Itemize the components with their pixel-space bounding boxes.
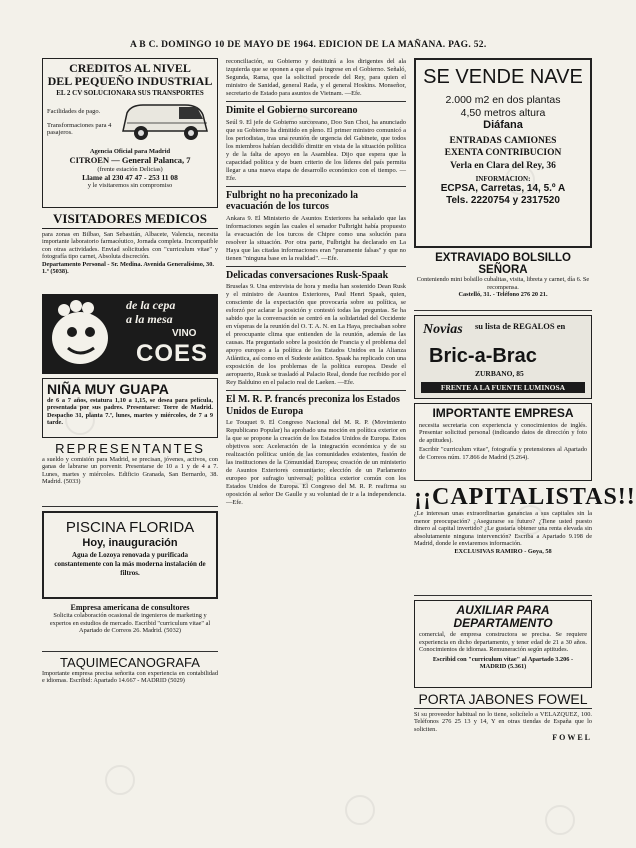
auxiliar-footer: Escribid con "curriculum vitae" al Apartado 3.206 - MADRID (5.361)	[432, 655, 574, 671]
auxiliar-title: AUXILIAR PARA DEPARTAMENTO	[453, 603, 553, 630]
ad-bric-a-brac	[414, 315, 592, 399]
coes-slogan2: a la mesa	[126, 312, 173, 326]
nave-line4: ENTRADAS CAMIONES	[449, 136, 557, 147]
creditos-agency: Agencia Oficial para Madrid	[89, 147, 171, 155]
visitadores-dept: Departamento Personal - Sr. Medina. Avenida Generalísimo, 30. 1.º (5038).	[42, 260, 214, 276]
empresa-text: Solicita colaboración ocasional de ingenieros de marketing y expertos en estudios de mercado. Escribid "curriculum vitae" al Apartado de Correos 26. Madrid. (5032)	[49, 612, 211, 635]
bolsillo-address: Castelló, 31. - Teléfono 276 20 21.	[458, 291, 548, 299]
capitalistas-title: ¡¡CAPITALISTAS!!	[414, 484, 636, 510]
nave-info: INFORMACION:	[475, 174, 531, 183]
importante-extra: Escribir "curriculum vitae", fotografía y pretensiones al Apartado de Correos núm. 17.866 de Madrid (5.264).	[419, 446, 587, 461]
ad-representantes	[42, 442, 218, 507]
representantes-title: REPRESENTANTES	[55, 441, 205, 456]
coes-vino: VINO	[172, 328, 197, 339]
article-body: Seúl 9. El jefe de Gobierno surcoreano, Doo Sun Choi, ha anunciado que su Gobierno ha dimitido en pleno. El primer ministro comunicó a los periodistas, tras una reunión de urgencia del Gabinete, que todos los miembros habían decidido dimitir en vista de la situación política y de la falta de apoyo en la Asamblea. Dijo que espera que la capacidad política y de buen criterio de los líderes del país permita llegar a una nueva etapa de desarrollo económico con el tiempo. —Efe.	[226, 118, 406, 182]
bolsillo-title2: SEÑORA	[478, 264, 528, 277]
coes-slogan1: de la cepa	[126, 298, 176, 312]
ad-nina	[42, 378, 218, 438]
capitalistas-text: ¿Le interesan unas extraordinarias ganancias a sus capitales sin la menor preocupación? ¿Asegurarse su futuro? ¿Tiene usted puesto dinero al capital invertido? ¿Le gustaría obtener una renta elevada sin absolutamente ninguna intervención? Escriba a Apartado 9.198 de Madrid, donde le enviaremos información.	[414, 510, 592, 548]
article-intro: reconciliación, su Gobierno y destituirá a los dirigentes del ala izquierda que se oponen a que el país ingrese en el Gobierno. Señaló, Segunda, Rama, que la solicitud procede del Rey, para quien el ministro de Sanidad, general Rada, y el general Hoskins. Monseñor, secretario de Estado para asuntos de Vietnam. —Efe.	[226, 58, 406, 97]
porta-text: Si su proveedor habitual no lo tiene, solicítelo a VELAZQUEZ, 100. Teléfonos 276 25 13 y 14, Y en otras tiendas de España que lo soliciten.	[414, 710, 592, 733]
nave-line6: Verla en Clara del Rey, 36	[450, 161, 556, 172]
creditos-title1: CREDITOS AL NIVEL	[69, 61, 191, 75]
ad-capitalistas	[414, 484, 636, 596]
ad-taquimecanografa	[42, 656, 218, 716]
ad-se-vende-nave	[414, 58, 592, 248]
nina-title: NIÑA MUY GUAPA	[47, 381, 169, 397]
piscina-text: Agua de Lozoya renovada y purificada constantemente con la más moderna instalación de filtros.	[54, 551, 206, 578]
ad-auxiliar	[414, 600, 592, 688]
auxiliar-text: comercial, de empresa constructora se precisa. Se requiere experiencia en dicho departamento, y tener edad de 21 a 30 años. Conocimientos de idiomas. Remuneración según aptitudes.	[419, 631, 587, 654]
bric-street: ZURBANO, 85	[475, 369, 524, 378]
creditos-visit: y le visitaremos sin compromiso	[87, 182, 173, 190]
empresa-title: Empresa americana de consultores	[70, 603, 190, 612]
bric-fuente: FRENTE A LA FUENTE LUMINOSA	[421, 382, 585, 393]
page-header: A B C. DOMINGO 10 DE MAYO DE 1964. EDICION DE LA MAÑANA. PAG. 52.	[130, 40, 487, 50]
nave-line5: EXENTA CONTRIBUCION	[444, 147, 562, 158]
nave-line7: ECPSA, Carretas, 14, 5.º A	[440, 182, 566, 194]
nave-line2: 4,50 metros altura	[460, 106, 546, 119]
nave-line3: Diáfana	[483, 119, 523, 132]
porta-title: PORTA JABONES FOWEL	[414, 692, 592, 709]
divider	[226, 266, 406, 267]
creditos-title3: EL 2 CV SOLUCIONARA SUS TRANSPORTES	[56, 89, 204, 98]
ad-importante-empresa	[414, 403, 592, 481]
citroen-van-illustration	[119, 101, 211, 145]
nave-title: SE VENDE NAVE	[423, 66, 583, 88]
piscina-subtitle: Hoy, inauguración	[82, 536, 178, 549]
ad-creditos	[42, 58, 218, 208]
bric-brand: Bric-a-Brac	[429, 345, 537, 367]
article-headline: Dimite el Gobierno surcoreano	[226, 105, 358, 116]
importante-text: necesita secretaria con experiencia y conocimientos de inglés. Presentar solicitud personal (indicando datos de dirección y foto de aptitudes).	[419, 421, 587, 444]
ad-porta-jabones	[414, 692, 592, 754]
right-column	[414, 58, 636, 754]
article-body: Bruselas 9. Una entrevista de hora y media han sostenido Dean Rusk y el ministro de Asuntos Exteriores, Paul Henri Spaak, quien, consciente de la expectación que provocaría sobre su política, se esforzó por aclarar la posición y contestó todas las preguntas. Se ha sabido que la conversación se centró en la solidaridad del Occidente en vísperas de la reunión del O. T. A. N. en La Haya, precisaban sobre el preocupante clima que entienden de la reunión, además de las causas. Ha preguntado sobre la posición de Francia y el problema del apoyo europeo a la política de los Estados Unidos en la Alianza Atlántica, así como en el Sudeste asiático. Spaak ha replicado con una exposición de los problemas de la política europea. Desde el aeropuerto, Rusk se trasladó al Palacio Real, donde fue recibido por el Rey Balduino en el palacio real de Laeken. —Efe.	[226, 283, 406, 386]
nave-line1: 2.000 m2 en dos plantas	[445, 94, 561, 106]
divider	[226, 186, 406, 187]
importante-title: IMPORTANTE EMPRESA	[432, 406, 574, 420]
coes-brand: COES	[136, 340, 209, 367]
bolsillo-title1: EXTRAVIADO BOLSILLO	[435, 252, 571, 264]
ad-empresa-americana	[42, 603, 218, 652]
taqui-title: TAQUIMECANOGRAFA	[60, 655, 200, 670]
visitadores-text: para zonas en Bilbao, San Sebastián, Albacete, Valencia, necesita importante laboratorio farmacéutico, Jornada completa. Incompatible con otras actividades. Enviad solicitudes con "curriculum vitae" y fotografía tipo carnet, Absoluta discreción.	[42, 230, 218, 261]
ad-coes	[42, 294, 218, 374]
creditos-phone: Llame al 230 47 47 - 253 11 08	[82, 173, 178, 183]
creditos-brand: CITROEN — General Palanca, 7	[69, 155, 191, 166]
middle-column	[226, 58, 406, 838]
bolsillo-text: Conteniendo mini bolsillo cubalitas, visita, libreta y carnet, día 6. Se recompensa.	[416, 276, 590, 291]
bric-novias: Novias	[423, 322, 463, 337]
article-headline: El M. R. P. francés preconiza los Estados Unidos de Europa	[226, 394, 400, 417]
ad-visitadores	[42, 212, 218, 290]
capitalistas-footer: EXCLUSIVAS RAMIRO - Goya, 58	[454, 547, 552, 555]
representantes-text: a sueldo y comisión para Madrid, se precisan, jóvenes, activos, con ganas de labrarse un porvenir. Presentarse de 10 a 1 y de 4 a 7. Lunes, martes y miércoles. Edificio Granada, San Bernardo, 38. Madrid. (5033)	[42, 455, 218, 486]
nave-phones: Tels. 2220754 y 2317520	[446, 194, 560, 206]
creditos-near: (frente estación Delicias)	[97, 165, 163, 173]
article-body: Le Touquet 9. El Congreso Nacional del M. R. P. (Movimiento Republicano Popular) ha aprobado una moción en política exterior en la que se propone la creación de los Estados Unidos de Europa. Estos objetivos son: Aceleración de la integración económica y de su realización política: unión de las comunidades existentes, fusión de las instituciones de la Comunidad Europea; creación de un ministerio de Asuntos Exteriores comunitario; elección de un Parlamento europeo por sufragio universal; política exterior común con los Estados Unidos de Europa. El Congreso del M. R. P. reafirma su oposición al señor De Gaulle y su voluntad de ir a la independencia.—Efe.	[226, 419, 406, 506]
divider	[226, 390, 406, 391]
ad-piscina	[42, 511, 218, 599]
left-column	[42, 58, 218, 716]
creditos-bullet2: Transformaciones para 4 pasajeros.	[47, 121, 112, 137]
bric-lista: su lista de REGALOS en	[475, 321, 566, 331]
article-headline: Fulbright no ha preconizado la evacuación de los turcos	[226, 189, 359, 212]
piscina-title: PISCINA FLORIDA	[65, 519, 195, 536]
coes-mascot-illustration	[46, 296, 116, 374]
article-body: Ankara 9. El Ministerio de Asuntos Exteriores ha señalado que las informaciones según las cuales el senador Fulbright había propuesto la evacuación de los turcos de Chipre como una solución para resolver la situación. Por otra parte, Fulbright ha declarado en La Haya que las citadas informaciones eran "puramente falsas" y que no tienen "ninguna base en la realidad". —Efe.	[226, 214, 406, 262]
porta-brand: FOWEL	[552, 733, 592, 743]
divider	[226, 101, 406, 102]
taqui-text: Importante empresa precisa señorita con experiencia en contabilidad e idiomas. Escribid: Apartado 14.667 - MADRID (5029)	[42, 669, 218, 685]
article-headline: Delicadas conversaciones Rusk-Spaak	[226, 269, 389, 281]
creditos-title2: DEL PEQUEÑO INDUSTRIAL	[47, 73, 213, 88]
visitadores-title: VISITADORES MEDICOS	[42, 212, 218, 229]
creditos-bullet1: Facilidades de pago.	[47, 107, 101, 115]
nina-text: de 6 a 7 años, estatura 1,10 a 1,15, se desea para película, presentada por sus padres. Presentarse: Torre de Madrid. Despacho 31, planta 7.ª, lunes, martes y miércoles, de 7 a 9 tarde.	[47, 396, 213, 427]
ad-extraviado	[414, 252, 592, 311]
